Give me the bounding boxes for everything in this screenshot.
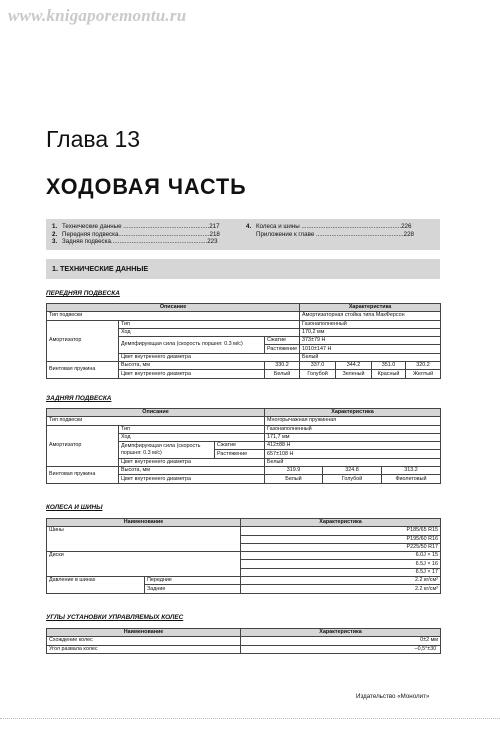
table-of-contents bbox=[46, 219, 440, 250]
rear-suspension-table: Описание Характеристика Тип подвески Многорычажная пружинная Амортизатор Тип Газонаполненный Ход 171,7 мм Демпфирующая сила (скорость поршня: 0.3 м/с) Сжатие 412±88 Н Растяжение 657±108 Н Цвет внутреннего диаметра Белый Винтовая пружина Высота, мм 319.9 324.8 313.2 Цвет внутреннего диаметра Белый Голубой Фиолетовый bbox=[46, 408, 441, 484]
chapter-number: Глава 13 bbox=[46, 126, 141, 152]
chapter-title: ХОДОВАЯ ЧАСТЬ bbox=[46, 174, 247, 199]
toc-item[interactable]: 1. Технические данные ..................................................217 bbox=[52, 223, 220, 230]
wheels-tires-table: Наименование Характеристика Шины P185/65 R15 P195/60 R16 P225/50 R17 Диски 6.0J × 15 6.5J × 16 6.5J × 17 Давление в шинах Передние 2.2 кг/см² Задние 2.2 кг/см² bbox=[46, 518, 441, 594]
front-suspension-table: Описание Характеристика Тип подвески Амортизаторная стойка типа МакФерсон Амортизатор Тип Газонаполненный Ход 170,2 мм Демпфирующая сила (скорость поршня: 0.3 м/с) Сжатие 373±79 Н Растяжение 1010±147 Н Цвет внутреннего диаметра Белый Винтовая пружина Высота, мм 330.2 337.0 344.2 351.0 320.2 Цвет внутреннего диаметра Белый Голубой Зеленый Красный Желтый bbox=[46, 303, 441, 379]
toc-left-column bbox=[52, 223, 240, 246]
toc-item[interactable]: 2. Передняя подвеска.....................................................218 bbox=[52, 230, 220, 238]
watermark: www.knigaporemontu.ru bbox=[8, 6, 187, 25]
rear-suspension-heading: ЗАДНЯЯ ПОДВЕСКА bbox=[46, 395, 112, 402]
bottom-divider bbox=[0, 718, 500, 719]
toc-item[interactable]: 4. Колеса и шины ..........................................................226 bbox=[246, 223, 412, 230]
wheels-tires-heading: КОЛЕСА И ШИНЫ bbox=[46, 504, 103, 511]
toc-right-column bbox=[246, 223, 434, 238]
front-suspension-heading: ПЕРЕДНЯЯ ПОДВЕСКА bbox=[46, 290, 120, 297]
publisher-footer: Издательство «Монолит» bbox=[356, 693, 430, 700]
toc-item[interactable]: 3. Задняя подвеска........................................................223 bbox=[52, 238, 218, 246]
section-header: 1. ТЕХНИЧЕСКИЕ ДАННЫЕ bbox=[46, 259, 440, 279]
wheel-alignment-table: Наименование Характеристика Схождение колес 0±2 мм Угол развала колес –0,5°±30´ bbox=[46, 628, 441, 654]
wheel-alignment-heading: УГЛЫ УСТАНОВКИ УПРАВЛЯЕМЫХ КОЛЕС bbox=[46, 614, 184, 621]
toc-item[interactable]: Приложение к главе ...................................................228 bbox=[256, 230, 414, 238]
